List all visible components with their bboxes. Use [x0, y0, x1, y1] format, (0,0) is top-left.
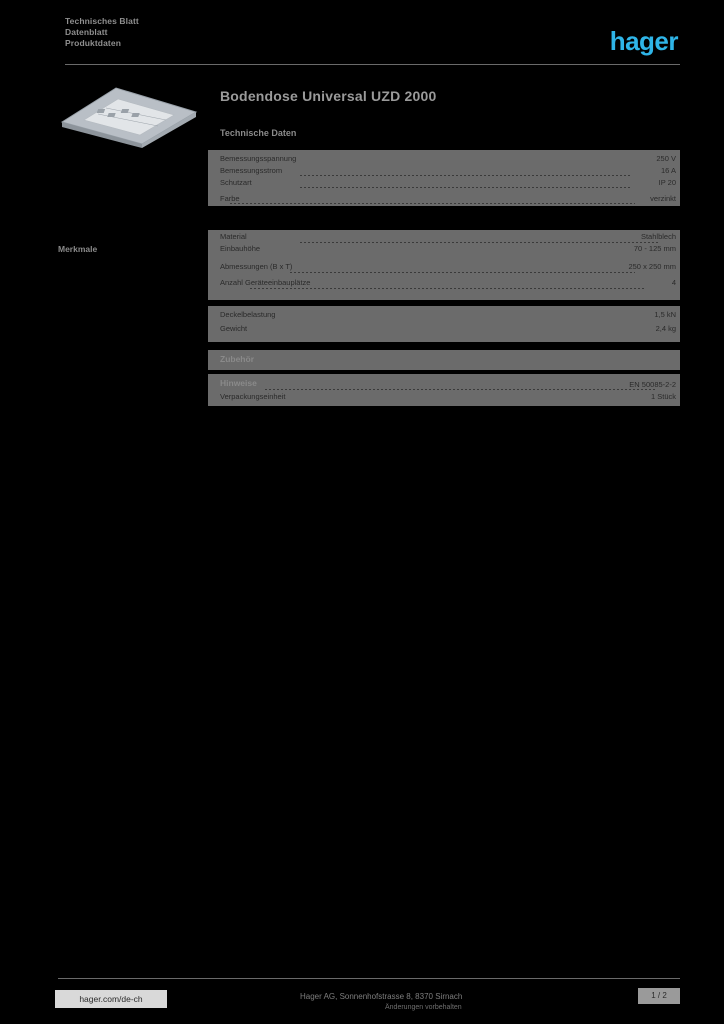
- leader-dots: [300, 175, 630, 176]
- spec-value: 2,4 kg: [655, 324, 676, 333]
- leader-dots: [265, 389, 655, 390]
- spec-label: Abmessungen (B x T): [220, 262, 293, 271]
- spec-value: 1,5 kN: [654, 310, 676, 319]
- footer-page-number: 1 / 2: [638, 988, 680, 1004]
- document-title-line1: Technisches Blatt: [65, 16, 139, 26]
- footer-disclaimer: Änderungen vorbehalten: [385, 1004, 462, 1011]
- spec-block-4: [208, 306, 680, 342]
- notes-heading: Hinweise: [220, 378, 257, 388]
- spec-label: Farbe: [220, 194, 240, 203]
- spec-value: IP 20: [658, 178, 676, 187]
- document-title-line3: Produktdaten: [65, 38, 121, 48]
- left-section-label: Merkmale: [58, 244, 98, 254]
- spec-value: 250 V: [656, 154, 676, 163]
- spec-label: Verpackungseinheit: [220, 392, 286, 401]
- product-image: [58, 82, 200, 148]
- spec-value: EN 50085-2-2: [629, 380, 676, 389]
- spec-label: Gewicht: [220, 324, 248, 333]
- spec-value: 4: [671, 278, 676, 287]
- section-subtitle: Technische Daten: [220, 128, 297, 138]
- spec-label: Deckelbelastung: [220, 310, 276, 319]
- page-title: Bodendose Universal UZD 2000: [220, 88, 437, 104]
- header-divider: [65, 64, 680, 65]
- spec-block-5: [208, 350, 680, 370]
- leader-dots: [300, 187, 630, 188]
- spec-label: Bemessungsstrom: [220, 166, 283, 175]
- spec-value: 1 Stück: [650, 392, 676, 401]
- spec-value: 16 A: [660, 166, 676, 175]
- leader-dots: [250, 288, 645, 289]
- spec-label: Einbauhöhe: [220, 244, 261, 253]
- spec-value: 250 x 250 mm: [628, 262, 676, 271]
- spec-label: Schutzart: [220, 178, 252, 187]
- accessories-heading: Zubehör: [220, 354, 254, 364]
- spec-value: 70 - 125 mm: [633, 244, 676, 253]
- spec-value: Stahlblech: [640, 232, 676, 241]
- spec-block-2: [208, 230, 680, 258]
- footer-url[interactable]: hager.com/de-ch: [55, 990, 167, 1008]
- leader-dots: [290, 272, 635, 273]
- page-header: [0, 0, 724, 72]
- leader-dots: [230, 203, 635, 204]
- spec-label: Anzahl Geräteeinbauplätze: [220, 278, 311, 287]
- spec-label: Material: [220, 232, 247, 241]
- document-title-line2: Datenblatt: [65, 27, 108, 37]
- spec-value: verzinkt: [650, 194, 676, 203]
- footer-divider: [58, 978, 680, 979]
- document-title: [65, 16, 225, 49]
- spec-label: Bemessungsspannung: [220, 154, 297, 163]
- hager-logo: hager: [609, 26, 678, 56]
- footer-company: Hager AG, Sonnenhofstrasse 8, 8370 Sirnach: [300, 992, 463, 1001]
- leader-dots: [300, 242, 660, 243]
